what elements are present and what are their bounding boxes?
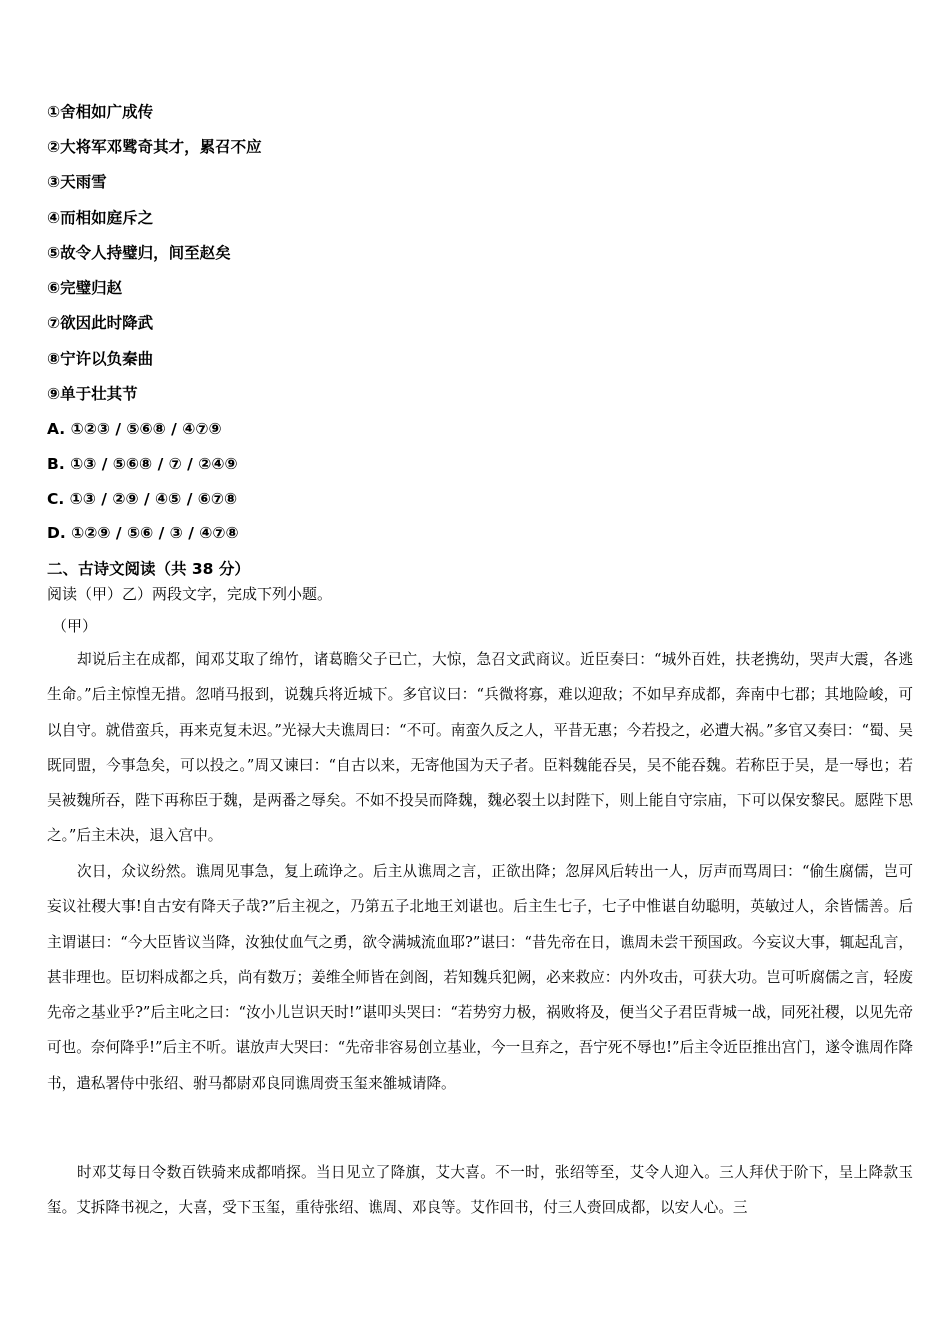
option-item-4: ④而相如庭斥之: [47, 209, 154, 227]
section-title: 二、古诗文阅读（共 38 分）: [47, 560, 250, 578]
option-item-9: ⑨单于壮其节: [47, 385, 138, 403]
option-item-6: ⑥完璧归赵: [47, 279, 123, 297]
option-item-3: ③天雨雪: [47, 173, 107, 191]
option-item-5: ⑤故令人持璧归，间至赵矣: [47, 244, 231, 262]
passage-paragraph-3: 时邓艾每日令数百铁骑来成都哨探。当日见立了降旗，艾大喜。不一时，张绍等至，艾令人迎入。三人拜伏于阶下，呈上降款玉玺。艾拆降书视之，大喜，受下玉玺，重待张绍、谯周、邓良等。艾作回书，付三人赍回成都，以安人心。三: [47, 1164, 913, 1217]
passage-paragraph-2: 次日，众议纷然。谯周见事急，复上疏诤之。后主从谯周之言，正欲出降；忽屏风后转出一人，厉声而骂周曰：“偷生腐儒，岂可妄议社稷大事!自古安有降天子哉?”后主视之，乃第五子北地王刘谌也。后主生七子，七子中惟谌自幼聪明，英敏过人，余皆懦善。后主谓谌曰：“今大臣皆议当降，汝独仗血气之勇，欲令满城流血耶?”谌曰：“昔先帝在日，谯周未尝干预国政。今妄议大事，辄起乱言，甚非理也。臣切料成都之兵，尚有数万；姜维全师皆在剑阁，若知魏兵犯阙，必来救应：内外攻击，可获大功。岂可听腐儒之言，轻废先帝之基业乎?”后主叱之曰：“汝小儿岂识天时!”谌叩头哭曰：“若势穷力极，祸败将及，便当父子君臣背城一战，同死社稷，以见先帝可也。奈何降乎!”后主不听。谌放声大哭曰：“先帝非容易创立基业，今一旦弃之，吾宁死不辱也!”后主令近臣推出宫门，遂令谯周作降书，遣私署侍中张绍、驸马都尉邓良同谯周赍玉玺来雒城请降。: [47, 863, 913, 1092]
choice-b: B. ①③ / ⑤⑥⑧ / ⑦ / ②④⑨: [47, 455, 238, 473]
option-item-1: ①舍相如广成传: [47, 103, 154, 121]
choice-c: C. ①③ / ②⑨ / ④⑤ / ⑥⑦⑧: [47, 490, 238, 508]
choice-a: A. ①②③ / ⑤⑥⑧ / ④⑦⑨: [47, 420, 222, 438]
passage-label: （甲）: [52, 617, 98, 635]
passage-paragraph-1: 却说后主在成都，闻邓艾取了绵竹，诸葛瞻父子已亡，大惊，急召文武商议。近臣奏曰：“城外百姓，扶老携幼，哭声大震，各逃生命。”后主惊惶无措。忽哨马报到，说魏兵将近城下。多官议曰：“兵微将寡，难以迎敌；不如早弃成都，奔南中七郡；其地险峻，可以自守。就借蛮兵，再来克复未迟。”光禄大夫谯周曰：“不可。南蛮久反之人，平昔无惠；今若投之，必遭大祸。”多官又奏曰：“蜀、吴既同盟，今事急矣，可以投之。”周又谏曰：“自古以来，无寄他国为天子者。臣料魏能吞吴，吴不能吞魏。若称臣于吴，是一辱也；若吴被魏所吞，陛下再称臣于魏，是两番之辱矣。不如不投吴而降魏，魏必裂土以封陛下，则上能自守宗庙，下可以保安黎民。愿陛下思之。”后主未决，退入宫中。: [47, 651, 913, 845]
choice-d: D. ①②⑨ / ⑤⑥ / ③ / ④⑦⑧: [47, 524, 239, 542]
option-item-8: ⑧宁许以负秦曲: [47, 350, 154, 368]
option-item-7: ⑦欲因此时降武: [47, 314, 154, 332]
option-item-2: ②大将军邓骘奇其才，累召不应: [47, 138, 262, 156]
instruction: 阅读（甲）乙）两段文字，完成下列小题。: [47, 585, 333, 603]
